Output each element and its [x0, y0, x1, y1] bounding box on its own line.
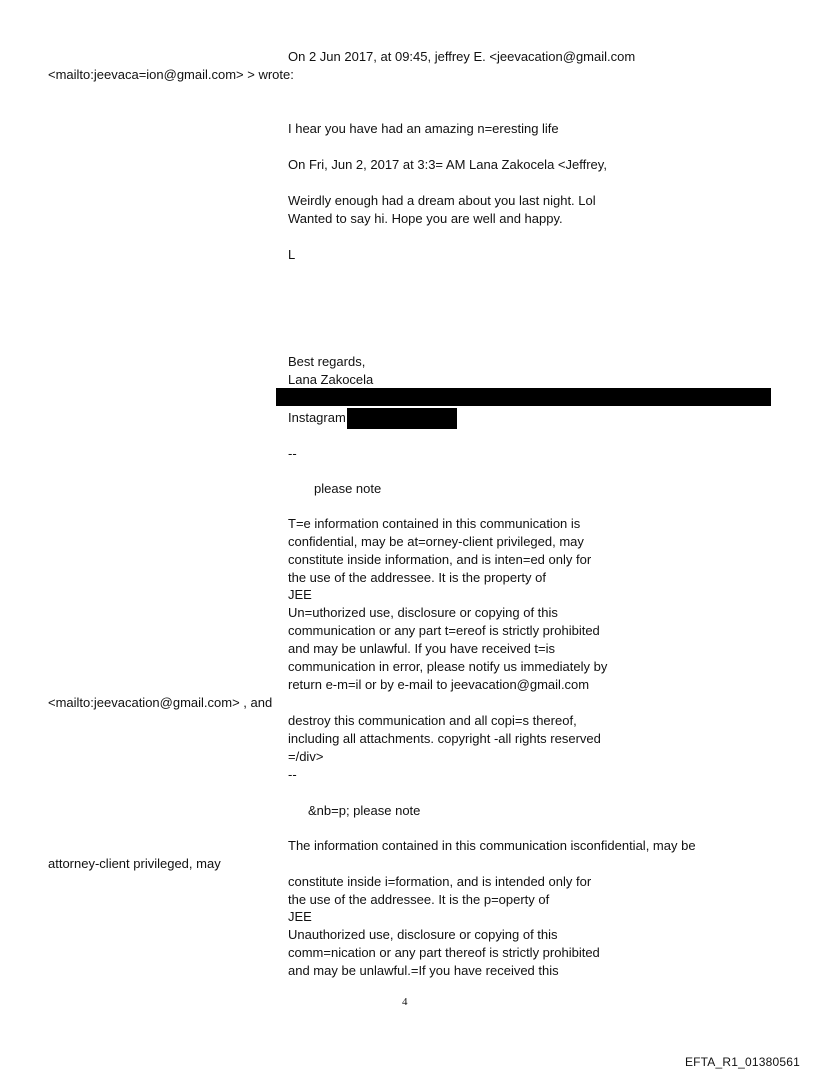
notice-heading: please note — [314, 481, 382, 496]
notice-line: The information contained in this communication isconfidential, may be — [288, 838, 696, 853]
document-id: EFTA_R1_01380561 — [684, 1055, 800, 1069]
original-message-line: Weirdly enough had a dream about you last night. Lol — [288, 193, 596, 208]
notice-heading: &nb=p; please note — [308, 803, 421, 818]
original-message-initial: L — [288, 247, 296, 262]
notice-line: constitute inside information, and is inten=ed only for — [288, 552, 592, 567]
quoted-header: On Fri, Jun 2, 2017 at 3:3= AM Lana Zakocela <Jeffrey, — [288, 157, 607, 172]
notice-line: attorney-client privileged, may — [48, 856, 221, 871]
notice-line: return e-m=il or by e-mail to jeevacation@gmail.com — [288, 677, 590, 692]
notice-line: and may be unlawful.=If you have received this — [288, 963, 559, 978]
notice-line: destroy this communication and all copi=s thereof, — [288, 713, 577, 728]
notice-line: the use of the addressee. It is the property of — [288, 570, 546, 585]
signature-instagram-label: Instagram — [288, 410, 346, 425]
notice-line: confidential, may be at=orney-client privileged, may — [288, 534, 584, 549]
page-number: 4 — [402, 996, 408, 1008]
signature-closing: Best regards, — [288, 354, 366, 369]
forward-header-line: On 2 Jun 2017, at 09:45, jeffrey E. <jeevacation@gmail.com — [288, 49, 636, 64]
notice-line: and may be unlawful. If you have received t=is — [288, 641, 556, 656]
original-message-line: Wanted to say hi. Hope you are well and happy. — [288, 211, 563, 226]
notice-line: JEE — [288, 909, 312, 924]
notice-line: communication or any part t=ereof is strictly prohibited — [288, 623, 600, 638]
reply-message: I hear you have had an amazing n=eresting life — [288, 121, 559, 136]
notice-line: Unauthorized use, disclosure or copying of this — [288, 927, 558, 942]
separator: -- — [288, 446, 297, 461]
notice-line: constitute inside i=formation, and is intended only for — [288, 874, 592, 889]
notice-line: communication in error, please notify us immediately by — [288, 659, 608, 674]
notice-line: T=e information contained in this communication is — [288, 516, 581, 531]
notice-line: comm=nication or any part thereof is strictly prohibited — [288, 945, 600, 960]
separator: -- — [288, 767, 297, 782]
redaction-bar — [276, 388, 771, 406]
notice-line: the use of the addressee. It is the p=operty of — [288, 892, 550, 907]
notice-mailto: <mailto:jeevacation@gmail.com> , and — [48, 695, 273, 710]
notice-line: Un=uthorized use, disclosure or copying of this — [288, 605, 558, 620]
notice-line: including all attachments. copyright -all rights reserved — [288, 731, 601, 746]
signature-name: Lana Zakocela — [288, 372, 374, 387]
notice-line: JEE — [288, 587, 312, 602]
notice-line: =/div> — [288, 749, 324, 764]
redaction-bar — [347, 408, 457, 429]
forward-header-mailto: <mailto:jeevaca=ion@gmail.com> > wrote: — [48, 67, 294, 82]
